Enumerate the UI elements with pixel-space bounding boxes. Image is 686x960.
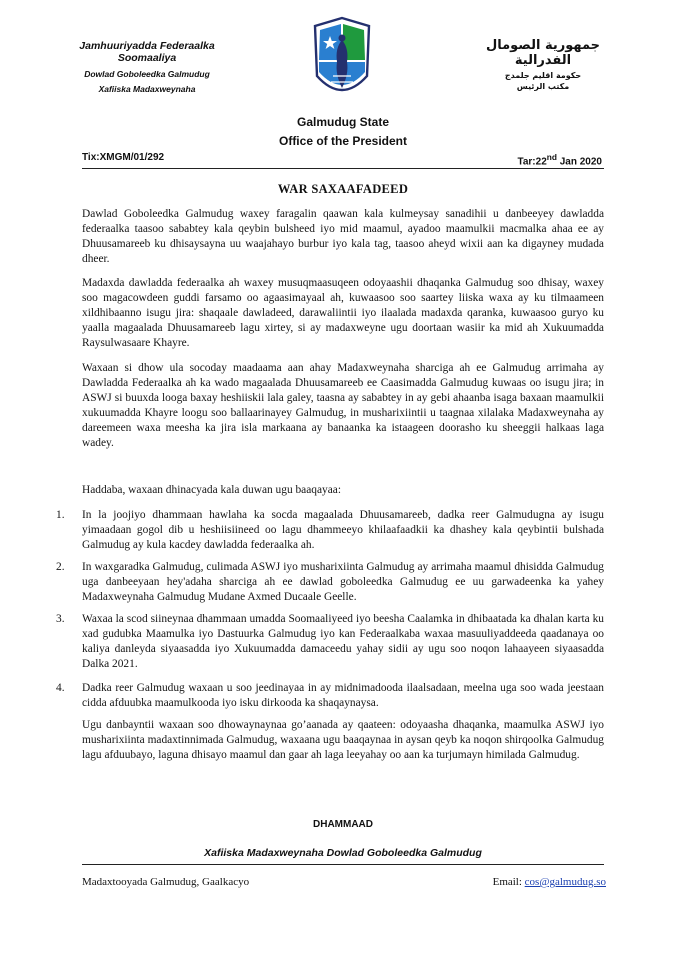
item-text: Dadka reer Galmudug waxaan u soo jeedinayaa in ay midnimadooda ilaalsadaan, meelna uga soo wada jeestaan cidda afduubka maamulkooda iyo isku dirkooda ka shaqaynaysa.	[82, 682, 604, 709]
state-name: Galmudug State	[296, 115, 389, 129]
signature-office: Xafiiska Madaxweynaha Dowlad Goboleedka Galmudug	[204, 847, 482, 859]
galmudug-emblem-icon	[311, 14, 373, 106]
footer-email	[493, 876, 606, 888]
item-text: Waxaa la scod siineynaa dhammaan umadda Soomaaliyeed iyo beesha Caalamka in dhibaatada ka dhalan karta ku xad gudubka Maamulka iyo Dastuurka Galmudug iyo kan Federaalkaba waxaa masuuliyaddeeda qaadanaya oo kaliya danleyda siyaasadda iyo Xukuumadda damaceedu yahay sidii ay ugu soo noqon lahaayeen siyaasadda Dalka 2021.	[82, 613, 604, 670]
header-left-block	[52, 40, 242, 94]
header-state-government: Dowlad Goboleedka Galmudug	[84, 69, 210, 79]
item-number: 4.	[56, 682, 65, 694]
reference-number: Tix:XMGM/01/292	[82, 152, 165, 163]
date-month-year: Jan 2020	[556, 156, 602, 168]
footer-divider	[82, 864, 604, 865]
document-title: WAR SAXAAFADEED	[277, 182, 409, 196]
email-link[interactable]: cos@galmudug.so	[524, 876, 606, 888]
body-paragraph-4: Haddaba, waxaan dhinacyada kala duwan ugu baaqayaa:	[82, 484, 342, 496]
header-republic-name: Jamhuuriyadda Federaalka Soomaaliya	[79, 40, 215, 64]
item-number: 2.	[56, 561, 65, 573]
email-label: Email:	[492, 876, 525, 888]
date-suffix-ordinal: nd	[546, 152, 557, 162]
header-right-block	[458, 38, 628, 91]
item-text: In waxgaradka Galmudug, culimada ASWJ iyo musharixiinta Galmudug ay arrimaha maamul dhisidda Galmudug uga danbeeyaan hey'adaha sharciga ah ee dawlad goboleedka Galmudug ee uu garwadeenka ka yahey Madaxweynaha Galmudug Mudane Axmed Ducaale Geelle.	[82, 561, 604, 603]
header-arabic-republic: جمهورية الصومال الفدرالية	[485, 38, 601, 68]
reference-line	[82, 152, 604, 169]
office-name: Office of the President	[278, 134, 408, 148]
letter-date	[517, 152, 602, 167]
header-arabic-office: مكتب الرئيس	[516, 82, 570, 91]
item-text: In la joojiyo dhammaan hawlaha ka socda magaalada Dhuusamareeb, dadka reer Galmudugna ay isugu yimaadaan gogol dib u heshiisiineed oo lagu dhammeeyo khilaafaadkii ka dhashey kala qeybintii bulshada Galmudug ay kula kacdey dawladda federaalka ah.	[82, 509, 604, 551]
footer-address: Madaxtooyada Galmudug, Gaalkacyo	[82, 876, 250, 888]
item-number: 1.	[56, 509, 65, 521]
date-prefix: Tar:22	[517, 156, 547, 168]
item-number: 3.	[56, 613, 65, 625]
header-presidents-office: Xafiiska Madaxweynaha	[98, 84, 196, 94]
body-paragraph-2: Madaxda dawladda federaalka ah waxey musuqmaasuqeen odoyaashii dhaqanka Galmudug soo dhisay, waxey soo magacowdeen guddi farsamo oo agaasimayaal ah, kuwaasoo soo saartey liiska waxa ay ku tilmaameen xildhibaanno isugu jira: shaqaale dawladeed, darawaliintii iyo ilaalada madaxda qaranka, kuwaasoo guryo ku yaalla magaalada Dhuusamareeb lagu xirtey, si ay madaxweyne ugu doortaan wasiir ka mid ah Xukuumadda Raysulwasaare Khayre.	[82, 277, 604, 349]
body-paragraph-1: Dawlad Goboleedka Galmudug waxey faragalin qaawan kala kulmeysay sanadihii u danbeeyey dawladda federaalka taasoo sababtey kala qeybin bulsheed iyo mid maamul, ayadoo maamulkii macmalka ahaa ee ay Dhuusamareeb ku dhisaysayna uu waajahayo burbur iyo kala tag, taasoo aheyd wixii aan ka digayney mudada dheer.	[82, 208, 604, 265]
header-arabic-government: حكومة اقليم جلمدج	[504, 71, 582, 80]
final-paragraph: Ugu danbayntii waxaan soo dhowaynaynaa go’aanada ay qaateen: odoyaasha dhaqanka, maamulka ASWJ iyo musharixiinta madaxtinnimada Galmudug, waxaana ugu baaqaynaa in aysan qeyb ka noqon shirqoolka Galmudug lagu afduubayo, laguna dhisayo maamul dan gaar ah laga leeyahay oo aan ka turjumayn himilada Galmudug.	[82, 719, 604, 761]
closing-word: DHAMMAAD	[313, 819, 373, 830]
body-paragraph-3: Waxaan si dhow ula socoday maadaama aan ahay Madaxweynaha sharciga ah ee Galmudug arrimaha ay Dawladda Federaalka ah ka wado magaalada Dhuusamareeb ee Caasimadda Galmudug kuwaas oo isugu jira; in ASWJ si buuxda looga baxay heshiiskii lala galey, taasna ay sababtey in ay gebi ahaanba isaga baxaan maamulkii xukuumadda Khayre loogu soo ballaarinayey Galmudug, in musharixiintii u taagnaa xilalaka Madaxweynaha ay dareemeen waxa meesha ka jira isla markaana ay banaanka ka istaageen doorasho ku sheeggii halkaas laga wadey.	[82, 362, 604, 449]
